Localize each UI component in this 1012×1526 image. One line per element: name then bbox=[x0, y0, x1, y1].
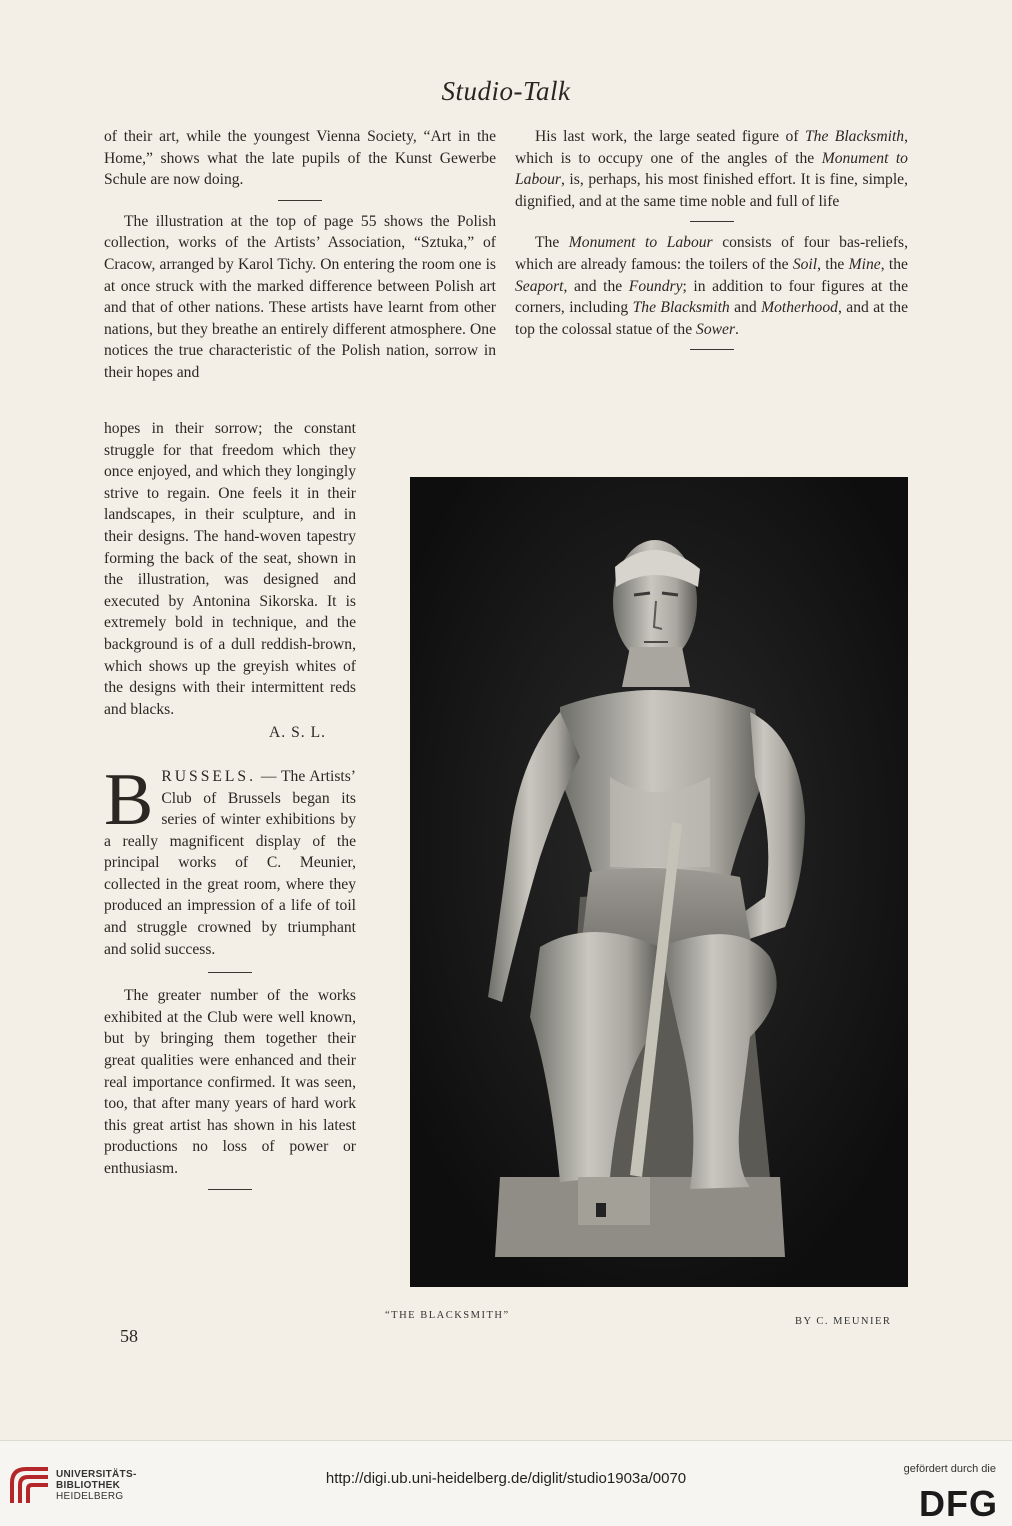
paragraph-club-works: The greater number of the works exhibited at the Club were well known, but by bringing them together their great qualities were enhanced and their real importance confirmed. It was seen, too, that after many years of hard work this great artist has shown in his latest productions no loss of power or enthusiasm. bbox=[104, 987, 356, 1177]
left-column-top bbox=[104, 126, 496, 384]
paragraph-monument: The Monument to Labour consists of four bas-reliefs, which are already famous: the toilers of the Soil, the Mine, the Seaport, and the Foundry; in addition to four figures at the corners, including The Blacksmith and Motherhood, and at the top the colossal statue of the Sower. bbox=[515, 234, 909, 338]
section-rule bbox=[278, 200, 322, 201]
paragraph-last-work: His last work, the large seated figure of The Blacksmith, which is to occupy one of the angles of the Monument to Labour, is, perhaps, his most finished effort. It is fine, simple, dignified, and at the same time noble and full of life bbox=[515, 128, 909, 210]
paragraph-polish-continued: hopes in their sorrow; the constant struggle for that freedom which they once enjoyed, and which they longingly strive to regain. One feels it in their landscapes, in their sculpture, and in their designs. The hand-woven tapestry forming the back of the seat, shown in the illustration, was designed and executed by Antonina Sikorska. It is extremely bold in technique, and the background is of a dull reddish-brown, which shows up the greyish whites of the designs with their intermittent reds and blacks. bbox=[104, 420, 356, 718]
section-rule bbox=[690, 349, 734, 350]
section-rule bbox=[690, 221, 734, 222]
statue-illustration bbox=[410, 477, 908, 1287]
title-blacksmith: The Blacksmith bbox=[804, 128, 905, 145]
paragraph-vienna: of their art, while the youngest Vienna Society, “Art in the Home,” shows what the late pupils of the Kunst Gewerbe Schule are now doing. bbox=[104, 128, 496, 189]
dfg-logo: DFG bbox=[919, 1483, 998, 1524]
permalink-url[interactable]: http://digi.ub.uni-heidelberg.de/diglit/studio1903a/0070 bbox=[325, 1470, 687, 1487]
funding-note: gefördert durch die bbox=[903, 1463, 996, 1475]
plate-caption-title: “THE BLACKSMITH” bbox=[385, 1310, 510, 1321]
digitization-footer bbox=[0, 1440, 1012, 1526]
library-name: UNIVERSITÄTS- BIBLIOTHEK HEIDELBERG bbox=[56, 1469, 137, 1502]
blacksmith-statue-photo bbox=[410, 477, 908, 1287]
paragraph-polish-collection: The illustration at the top of page 55 shows the Polish collection, works of the Artists’ Association, “Sztuka,” of Cracow, arranged by Karol Tichy. On entering the room one is at once struck with the marked difference between Polish art and that of other nations. These artists have learnt from other nations, but they breathe an entirely different atmosphere. One notices the true characteristic of the Polish nation, sorrow in their hopes and bbox=[104, 212, 496, 381]
page-number: 58 bbox=[120, 1326, 138, 1346]
running-head: Studio-Talk bbox=[441, 76, 571, 106]
author-signature: A. S. L. bbox=[269, 724, 326, 742]
brussels-text: — The Artists’ Club of Brussels began its series of winter exhibitions by a really magnificent display of the principal works of C. Meunier, collected in the great room, where they produced an impression of a life of toil and struggle crowned by triumphant and solid success. bbox=[104, 767, 356, 958]
title-monument: Monument to Labour bbox=[515, 149, 908, 189]
plate-caption-artist: BY C. MEUNIER bbox=[795, 1316, 892, 1327]
brussels-heading: RUSSELS. bbox=[161, 767, 256, 785]
drop-cap: B bbox=[104, 758, 154, 841]
section-rule bbox=[208, 1189, 252, 1190]
paragraph-brussels bbox=[104, 758, 356, 960]
section-rule bbox=[208, 972, 252, 973]
left-column-narrow bbox=[104, 418, 356, 1200]
right-column bbox=[515, 126, 908, 360]
